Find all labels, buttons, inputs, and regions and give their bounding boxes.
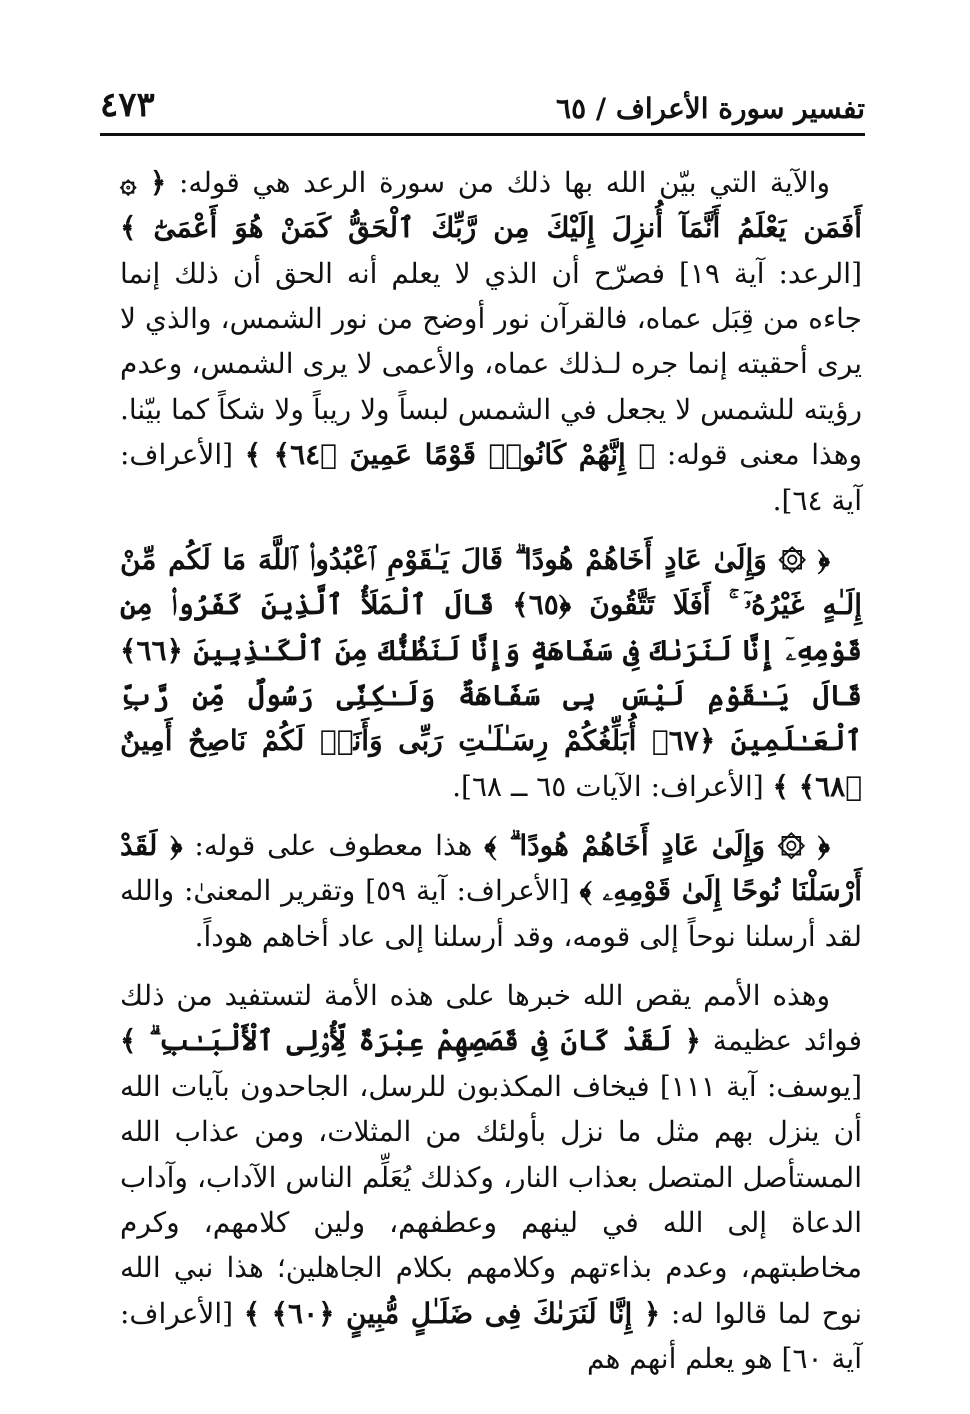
quran-verse: ﴿ إِنَّهُمْ كَانُوا۟ قَوْمًا عَمِينَ ﴿٦٤﴾ ﴾	[244, 438, 656, 472]
quran-verse: ﴿ إِنَّا لَنَرَىٰكَ فِى ضَلَـٰلٍ مُّبِينٍ ﴿٦٠﴾ ﴾	[243, 1296, 661, 1330]
quran-verse: ﴿ لَقَدْ أَرْسَلْنَا نُوحًا إِلَىٰ قَوْمِهِۦ ﴾	[120, 829, 862, 908]
quran-verse: ﴿ ۞ وَإِلَىٰ عَادٍ أَخَاهُمْ هُودًا ۗ ﴾	[484, 829, 830, 863]
paragraph	[120, 973, 862, 1381]
paragraph	[120, 823, 862, 959]
running-title: تفسير سورة الأعراف / ٦٥	[556, 92, 865, 125]
page-number: ٤٧٣	[100, 85, 155, 125]
text-segment: [الأعراف: الآيات ٦٥ ــ ٦٨].	[452, 769, 773, 803]
page-header	[100, 78, 865, 136]
text-segment: [الرعد: آية ١٩] فصرّح أن الذي لا يعلم أنه الحق أن ذلك إنما جاءه من قِبَل عماه، فالقرآن نور أوضح من نور الشمس، والذي لا يرى أحقيته إنما جره لـذلك عماه، والأعمى لا يرى الشمس، وعدم رؤيته للشمس لا يجعل في الشمس لبساً ولا ريباً ولا شكاً كما بيّنا. وهذا معنى قوله:	[120, 256, 863, 472]
quran-verse: ﴿ ۞ أَفَمَن يَعْلَمُ أَنَّمَآ أُنزِلَ إِلَيْكَ مِن رَّبِّكَ ٱلْحَقُّ كَمَنْ هُوَ أَعْمَىٰٓ ﴾	[120, 166, 862, 245]
quran-verse: ﴿ ۞ وَإِلَىٰ عَادٍ أَخَاهُمْ هُودًا ۗ قَالَ يَـٰقَوْمِ ٱعْبُدُوا۟ ٱللَّهَ مَا لَكُم مِّنْ إِلَـٰهٍ غَيْرُهُۥٓ ۚ أَفَلَا تَتَّقُونَ ﴿٦٥﴾ قَالَ ٱلْمَلَأُ ٱلَّذِينَ كَفَرُوا۟ مِن قَوْمِهِۦٓ إِنَّا لَنَرَىٰكَ فِى سَفَاهَةٍ وَإِنَّا لَنَظُنُّكَ مِنَ ٱلْكَـٰذِبِينَ ﴿٦٦﴾ قَالَ يَـٰقَوْمِ لَيْسَ بِى سَفَاهَةٌ وَلَـٰكِنِّى رَسُولٌ مِّن رَّبِّ ٱلْعَـٰلَمِينَ ﴿٦٧﴾ أُبَلِّغُكُمْ رِسَـٰلَـٰتِ رَبِّى وَأَنَا۠ لَكُمْ نَاصِحٌ أَمِينٌ ﴿٦٨﴾ ﴾	[120, 542, 863, 803]
body-text	[120, 160, 862, 1381]
text-segment: هذا معطوف على قوله:	[182, 829, 485, 863]
quran-verse: ﴿ لَقَدْ كَانَ فِى قَصَصِهِمْ عِبْرَةٌ لِّأُو۟لِى ٱلْأَلْبَـٰبِ ۗ ﴾	[120, 1024, 701, 1058]
paragraph	[120, 537, 862, 809]
paragraph	[120, 160, 862, 523]
text-segment: [يوسف: آية ١١١] فيخاف المكذبون للرسل، الجاحدون بآيات الله أن ينزل بهم مثل ما نزل بأولئك من المثلات، ومن عذاب الله المستأصل المتصل بعذاب النار، وكذلك يُعَلِّم الناس الآداب، وآداب الدعاة إلى الله في لينهم وعطفهم، ولين كلامهم، وكرم مخاطبتهم، وعدم بذاءتهم وكلامهم بكلام الجاهلين؛ هذا نبي الله نوح لما قالوا له:	[120, 1069, 863, 1330]
text-segment: [الأعراف: آية ٦٠] هو يعلم أنهم هم	[120, 1296, 862, 1375]
text-segment: وهذه الأمم يقص الله خبرها على هذه الأمة لتستفيد من ذلك فوائد عظيمة	[120, 979, 862, 1058]
text-segment: والآية التي بيّن الله بها ذلك من سورة الرعد هي قوله:	[166, 166, 831, 199]
text-segment: [الأعراف: آية ٦٤].	[120, 438, 862, 517]
text-segment: [الأعراف: آية ٥٩] وتقرير المعنىٰ: والله لقد أرسلنا نوحاً إلى قومه، وقد أرسلنا إلى عاد أخاهم هوداً.	[120, 874, 862, 953]
